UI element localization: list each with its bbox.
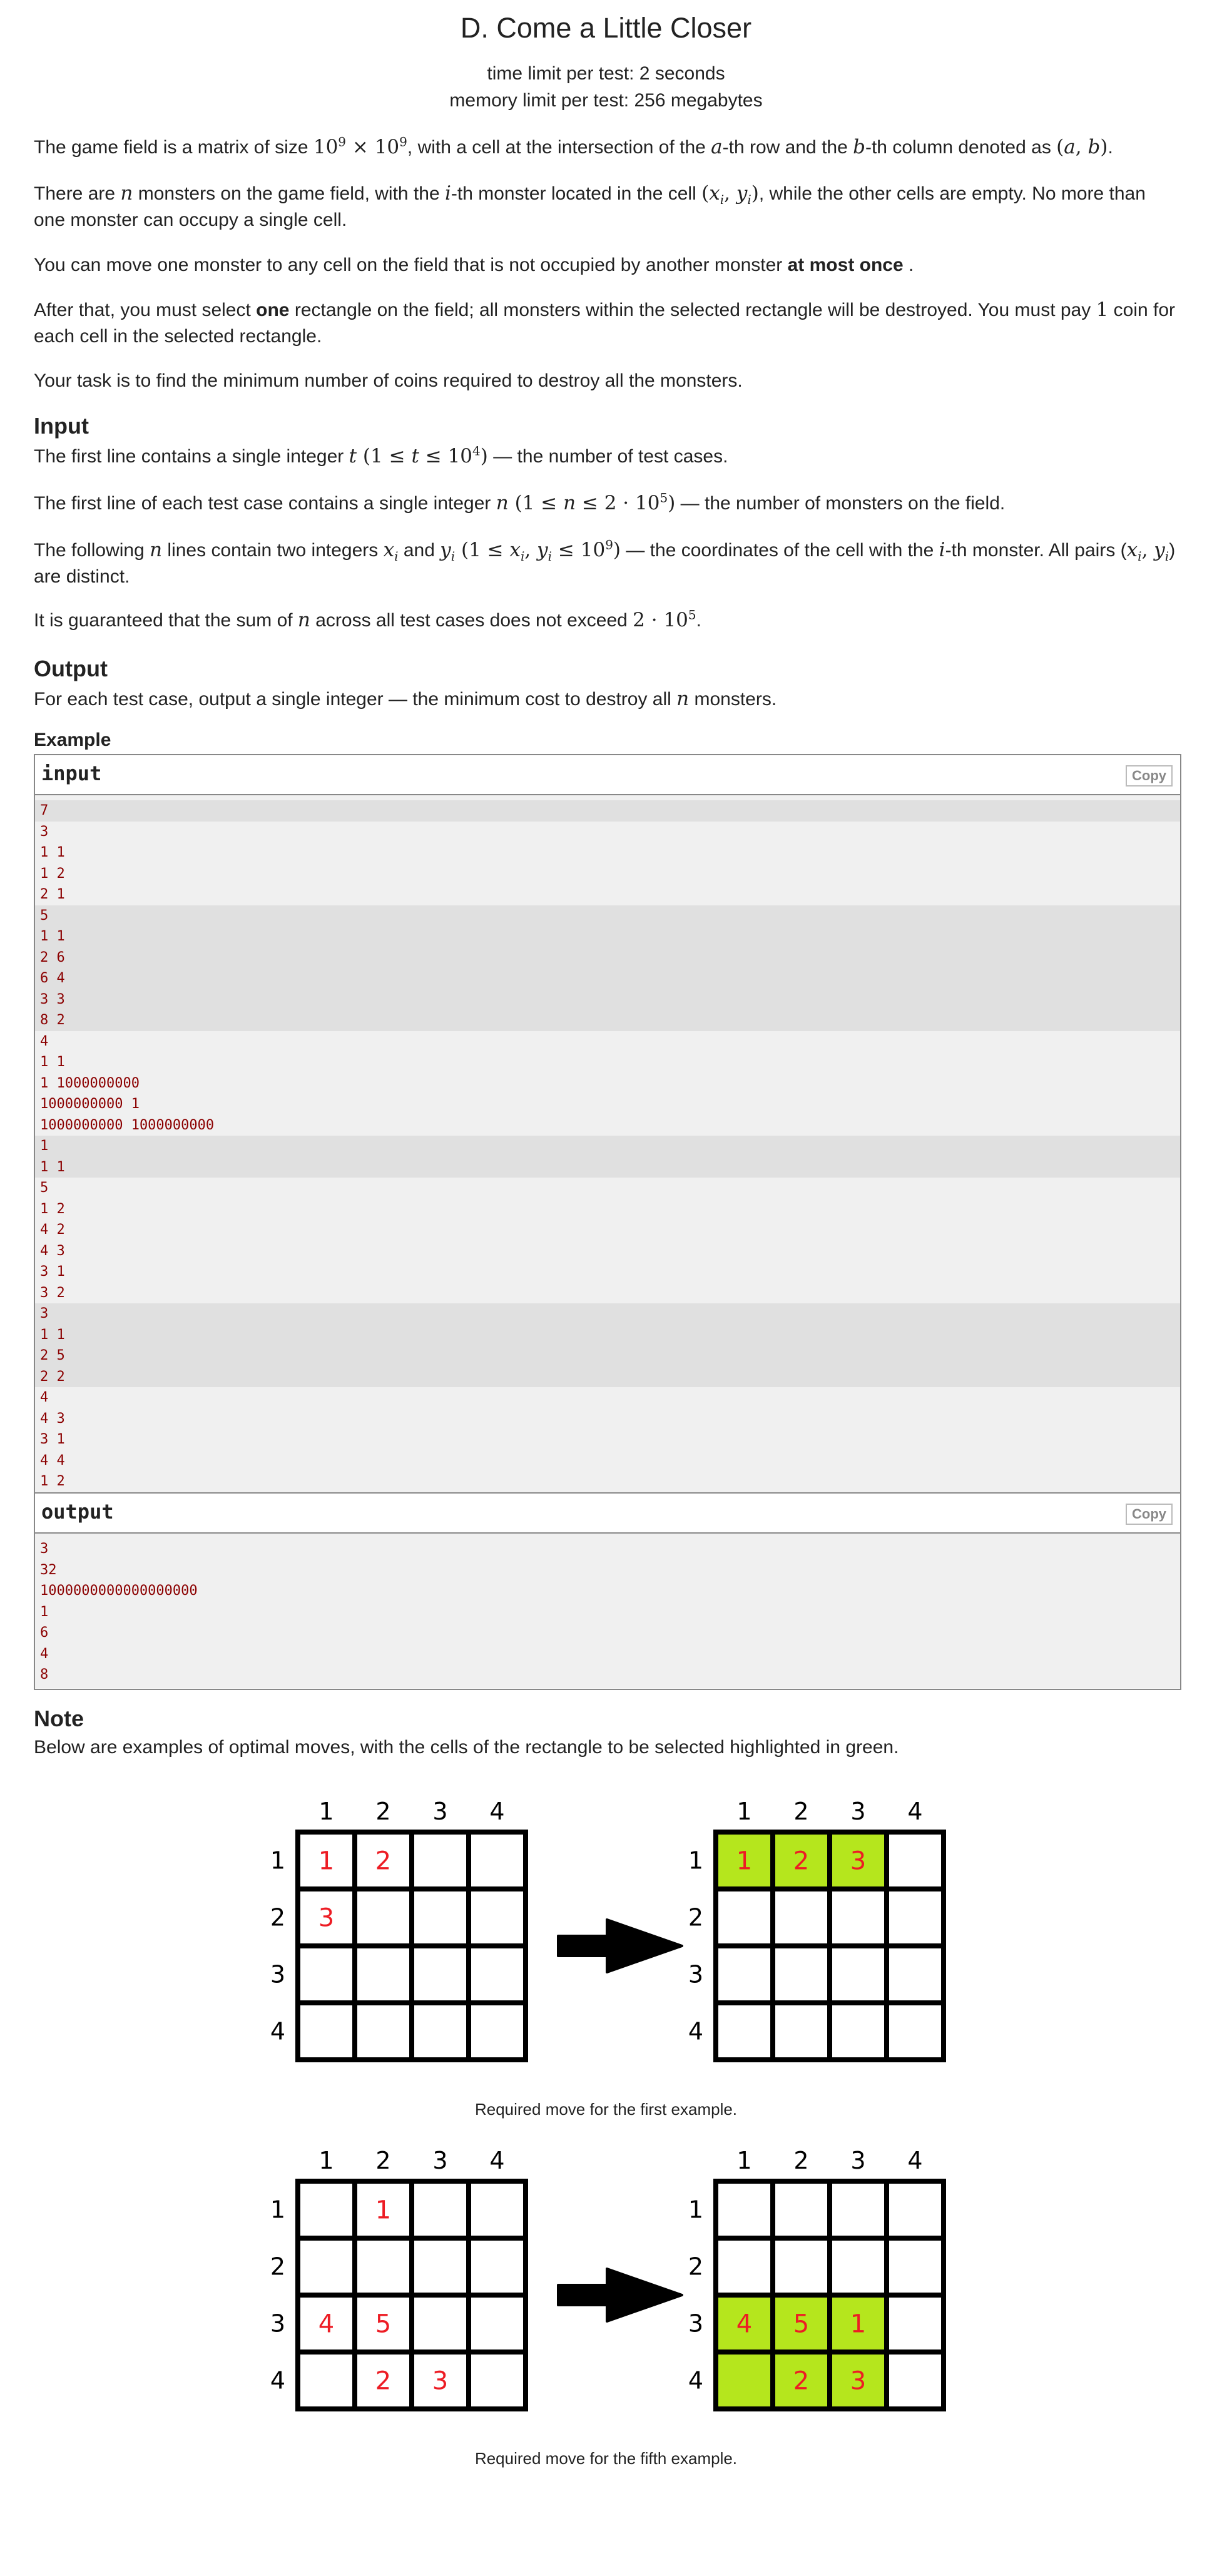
example-input-line: 4 bbox=[35, 1387, 1180, 1408]
copy-input-button[interactable]: Copy bbox=[1126, 765, 1173, 787]
example-input-line: 3 3 bbox=[35, 989, 1180, 1011]
monster-number: 2 bbox=[375, 2366, 392, 2396]
grid-cell bbox=[716, 2238, 773, 2295]
example-output-line: 3 bbox=[35, 1539, 1180, 1560]
example-input-line: 3 2 bbox=[35, 1283, 1180, 1304]
example-input-line: 3 1 bbox=[35, 1429, 1180, 1450]
example-output-label: output bbox=[41, 1500, 114, 1524]
example-input-content bbox=[35, 795, 1180, 1495]
grid-column-label: 1 bbox=[736, 1798, 752, 1825]
example-input-line: 8 2 bbox=[35, 1010, 1180, 1031]
input-line-2: The first line of each test case contains a single integer n $(1 \le n \le 2 \cdot 10^5)$ — the number of monsters on the field. bbox=[34, 490, 1006, 514]
grid-row-label: 4 bbox=[688, 2366, 704, 2395]
example-output-line: 8 bbox=[35, 1664, 1180, 1686]
example-input-line: 4 4 bbox=[35, 1450, 1180, 1472]
example-input-line: 3 1 bbox=[35, 1261, 1180, 1283]
grid-row-label: 1 bbox=[688, 2196, 704, 2224]
monster-number: 5 bbox=[793, 2309, 810, 2339]
grid-before bbox=[270, 1798, 526, 2060]
example-input-box bbox=[34, 754, 1181, 1492]
grid-row-label: 1 bbox=[688, 1846, 704, 1875]
example-output-line: 4 bbox=[35, 1644, 1180, 1665]
monster-number: 3 bbox=[318, 1903, 335, 1933]
grid-cell bbox=[355, 1946, 412, 2003]
grid-column-label: 3 bbox=[432, 1798, 448, 1825]
monster-number: 4 bbox=[318, 2309, 335, 2339]
grid-cell bbox=[355, 2238, 412, 2295]
grid-cell bbox=[830, 2003, 887, 2060]
grid-cell bbox=[298, 2003, 355, 2060]
grid-column-label: 1 bbox=[736, 2147, 752, 2174]
grid-row-label: 3 bbox=[270, 2309, 286, 2338]
monster-number: 1 bbox=[850, 2309, 867, 2339]
grid-cell bbox=[469, 2181, 526, 2238]
example-input-line: 2 2 bbox=[35, 1367, 1180, 1388]
grid-row-label: 2 bbox=[688, 2253, 704, 2281]
example-input-line: 6 4 bbox=[35, 968, 1180, 989]
grid-cell bbox=[412, 2238, 469, 2295]
grid-cell bbox=[469, 1946, 526, 2003]
grid-column-label: 1 bbox=[318, 2147, 334, 2174]
grid-column-label: 2 bbox=[375, 2147, 391, 2174]
monster-number: 1 bbox=[375, 2196, 392, 2225]
monster-number: 5 bbox=[375, 2309, 392, 2339]
grid-after bbox=[688, 1798, 944, 2060]
grid-cell bbox=[773, 2238, 830, 2295]
grid-cell bbox=[469, 2238, 526, 2295]
example-input-header bbox=[35, 755, 1180, 795]
grid-column-label: 3 bbox=[850, 1798, 866, 1825]
grid-cell bbox=[355, 1889, 412, 1946]
grid-column-label: 4 bbox=[907, 2147, 923, 2174]
memory-limit: memory limit per test: 256 megabytes bbox=[449, 90, 763, 111]
grid-cell bbox=[830, 1946, 887, 2003]
example-input-line: 1 1 bbox=[35, 1325, 1180, 1346]
example-input-line: 4 bbox=[35, 1031, 1180, 1052]
grid-cell bbox=[830, 1889, 887, 1946]
grid-cell bbox=[298, 2181, 355, 2238]
example-input-line: 2 1 bbox=[35, 884, 1180, 905]
grid-row-label: 2 bbox=[688, 1903, 704, 1932]
input-heading: Input bbox=[34, 413, 89, 439]
grid-cell bbox=[887, 2352, 944, 2409]
monster-number: 1 bbox=[736, 1846, 753, 1876]
example-input-line: 4 2 bbox=[35, 1219, 1180, 1241]
grid-row-label: 3 bbox=[688, 2309, 704, 2338]
monster-number: 4 bbox=[736, 2309, 753, 2339]
grid-row-label: 3 bbox=[688, 1960, 704, 1988]
problem-title: D. Come a Little Closer bbox=[460, 12, 752, 44]
grid-column-label: 4 bbox=[489, 1798, 505, 1825]
example-input-line: 4 3 bbox=[35, 1408, 1180, 1430]
statement-paragraph-2: There are n monsters on the game field, with the i-th monster located in the cell ($x_i$, $y_i$), while the other cells are empty. No more than one monster can occupy a single cell. bbox=[34, 182, 1146, 230]
example-input-line: 1 2 bbox=[35, 863, 1180, 885]
grid-row-label: 4 bbox=[688, 2017, 704, 2045]
grid-cell bbox=[716, 1889, 773, 1946]
time-limit: time limit per test: 2 seconds bbox=[487, 63, 725, 84]
grid-cell bbox=[469, 2352, 526, 2409]
monster-number: 2 bbox=[793, 2366, 810, 2396]
monster-number: 2 bbox=[793, 1846, 810, 1876]
grid-column-label: 1 bbox=[318, 1798, 334, 1825]
grid-column-label: 3 bbox=[850, 2147, 866, 2174]
grid-cell bbox=[412, 2295, 469, 2352]
grid-cell bbox=[830, 2238, 887, 2295]
figure-caption-2: Required move for the fifth example. bbox=[474, 2449, 738, 2468]
grid-column-label: 4 bbox=[489, 2147, 505, 2174]
grid-cell bbox=[716, 2003, 773, 2060]
example-output-content bbox=[35, 1534, 1180, 1688]
monster-number: 2 bbox=[375, 1846, 392, 1876]
example-output-box bbox=[34, 1492, 1181, 1690]
figure-caption-1: Required move for the first example. bbox=[474, 2100, 738, 2119]
example-input-line: 3 bbox=[35, 822, 1180, 843]
grid-column-label: 3 bbox=[432, 2147, 448, 2174]
example-label: Example bbox=[34, 730, 111, 750]
grid-cell bbox=[298, 2352, 355, 2409]
example-input-line: 1 1 bbox=[35, 842, 1180, 863]
grid-row-label: 2 bbox=[270, 2253, 286, 2281]
example-input-line: 1 1 bbox=[35, 926, 1180, 947]
example-input-line: 1 2 bbox=[35, 1199, 1180, 1220]
monster-number: 3 bbox=[850, 1846, 867, 1876]
grid-cell bbox=[469, 1832, 526, 1889]
example-input-label: input bbox=[41, 761, 102, 785]
grid-cell bbox=[355, 2003, 412, 2060]
grid-row-label: 2 bbox=[270, 1903, 286, 1932]
grid-row-label: 1 bbox=[270, 2196, 286, 2224]
grid-cell bbox=[412, 1889, 469, 1946]
grid-after bbox=[688, 2147, 944, 2409]
grid-cell bbox=[469, 2003, 526, 2060]
grid-cell bbox=[887, 1946, 944, 2003]
example-output-line: 1 bbox=[35, 1602, 1180, 1623]
grid-row-label: 1 bbox=[270, 1846, 286, 1875]
grid-cell bbox=[887, 1832, 944, 1889]
input-line-3: The following n lines contain two integers $x_i$ and $y_i$ ($1 \le x_i$, $y_i \le 10^9$) — the coordinates of the cell with the i-th monster. All pairs ($x_i$, $y_i$) are distinct. bbox=[34, 537, 1176, 587]
figure-fifth-example bbox=[250, 2139, 970, 2426]
statement-paragraph-5: Your task is to find the minimum number of coins required to destroy all the monsters. bbox=[34, 370, 743, 391]
monster-number: 3 bbox=[850, 2366, 867, 2396]
statement-paragraph-1: The game field is a matrix of size $10^9 \times 10^9$, with a cell at the intersection of the a-th row and the b-th column denoted as (a, b). bbox=[34, 134, 1113, 158]
example-input-line: 1 2 bbox=[35, 1471, 1180, 1492]
grid-cell bbox=[887, 1889, 944, 1946]
grid-cell-highlighted bbox=[716, 2352, 773, 2409]
grid-cell bbox=[887, 2295, 944, 2352]
example-input-line: 1 1 bbox=[35, 1052, 1180, 1073]
grid-cell bbox=[887, 2238, 944, 2295]
grid-cell bbox=[716, 2181, 773, 2238]
example-input-line: 2 6 bbox=[35, 947, 1180, 969]
example-input-line: 4 3 bbox=[35, 1241, 1180, 1262]
example-input-line: 1 1 bbox=[35, 1157, 1180, 1178]
example-input-line: 1 1000000000 bbox=[35, 1073, 1180, 1094]
grid-cell bbox=[773, 1946, 830, 2003]
grid-cell bbox=[830, 2181, 887, 2238]
example-input-line: 3 bbox=[35, 1303, 1180, 1325]
grid-cell bbox=[412, 2003, 469, 2060]
arrow-right-icon bbox=[558, 2269, 682, 2321]
example-output-line: 32 bbox=[35, 1560, 1180, 1581]
grid-column-label: 2 bbox=[793, 1798, 809, 1825]
input-line-4: It is guaranteed that the sum of n across all test cases does not exceed $2 \cdot 10^5$. bbox=[34, 607, 701, 631]
grid-before bbox=[270, 2147, 526, 2409]
grid-row-label: 3 bbox=[270, 1960, 286, 1988]
grid-cell bbox=[469, 2295, 526, 2352]
grid-column-label: 2 bbox=[793, 2147, 809, 2174]
note-text: Below are examples of optimal moves, with the cells of the rectangle to be selected highlighted in green. bbox=[34, 1737, 899, 1758]
figure-first-example bbox=[250, 1789, 970, 2077]
example-output-line: 6 bbox=[35, 1622, 1180, 1644]
grid-cell bbox=[298, 1946, 355, 2003]
note-heading: Note bbox=[34, 1706, 84, 1731]
grid-column-label: 4 bbox=[907, 1798, 923, 1825]
grid-cell bbox=[773, 2181, 830, 2238]
statement-paragraph-4: After that, you must select one rectangle on the field; all monsters within the selected rectangle will be destroyed. You must pay 1 coin for each cell in the selected rectangle. bbox=[34, 298, 1176, 347]
example-output-line: 1000000000000000000 bbox=[35, 1581, 1180, 1602]
arrow-right-icon bbox=[558, 1920, 682, 1972]
grid-cell bbox=[716, 1946, 773, 2003]
grid-row-label: 4 bbox=[270, 2366, 286, 2395]
grid-cell bbox=[469, 1889, 526, 1946]
statement-paragraph-3: You can move one monster to any cell on the field that is not occupied by another monster at most once . bbox=[34, 255, 914, 275]
example-input-line: 5 bbox=[35, 905, 1180, 927]
grid-row-label: 4 bbox=[270, 2017, 286, 2045]
grid-cell bbox=[773, 1889, 830, 1946]
copy-output-button[interactable]: Copy bbox=[1126, 1504, 1173, 1525]
grid-cell bbox=[412, 1832, 469, 1889]
input-line-1: The first line contains a single integer t $(1 \le t \le 10^4)$ — the number of test cases. bbox=[34, 443, 728, 467]
output-line-1: For each test case, output a single integer — the minimum cost to destroy all n monsters. bbox=[34, 688, 777, 710]
example-input-line: 7 bbox=[35, 800, 1180, 822]
example-input-line: 1000000000 1 bbox=[35, 1094, 1180, 1115]
grid-cell bbox=[412, 1946, 469, 2003]
example-input-line: 1 bbox=[35, 1136, 1180, 1157]
example-output-header bbox=[35, 1494, 1180, 1534]
monster-number: 3 bbox=[432, 2366, 449, 2396]
grid-cell bbox=[773, 2003, 830, 2060]
grid-cell bbox=[298, 2238, 355, 2295]
monster-number: 1 bbox=[318, 1846, 335, 1876]
output-heading: Output bbox=[34, 656, 108, 681]
example-input-line: 5 bbox=[35, 1178, 1180, 1199]
example-input-line: 1000000000 1000000000 bbox=[35, 1115, 1180, 1136]
example-input-line: 2 5 bbox=[35, 1345, 1180, 1367]
grid-cell bbox=[412, 2181, 469, 2238]
grid-cell bbox=[887, 2003, 944, 2060]
grid-cell bbox=[887, 2181, 944, 2238]
grid-column-label: 2 bbox=[375, 1798, 391, 1825]
